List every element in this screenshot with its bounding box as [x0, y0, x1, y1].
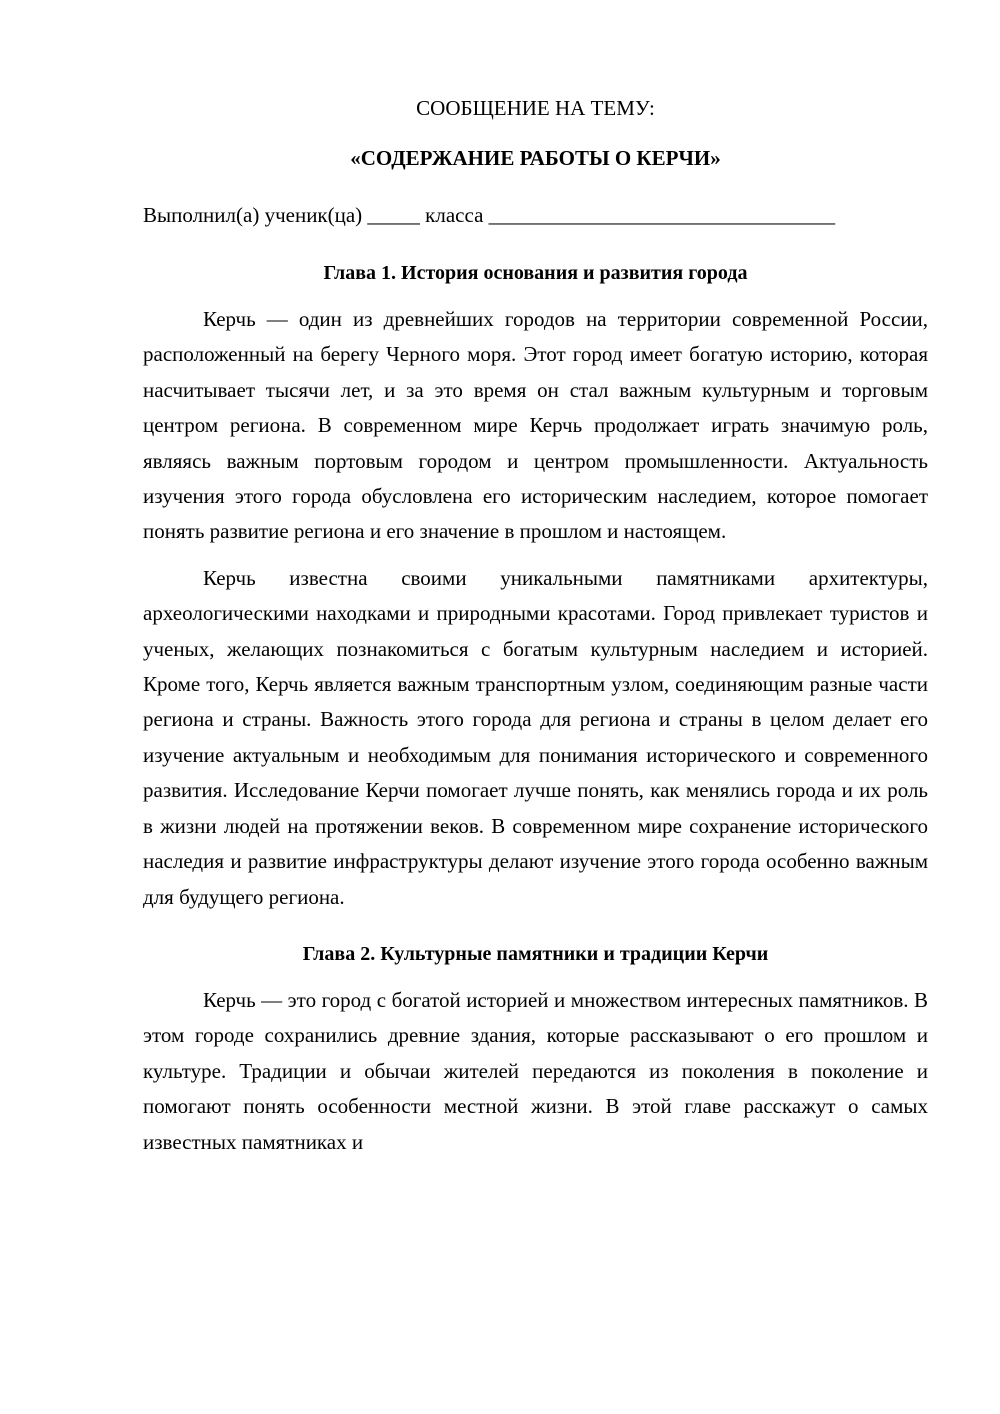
chapter-1-heading: Глава 1. История основания и развития города	[323, 262, 748, 284]
author-line: Выполнил(а) ученик(ца) _____ класса _________________________________	[143, 203, 836, 227]
chapter-1-paragraph-1: Керчь — один из древнейших городов на территории современной России, расположенный на берегу Черного моря. Этот город имеет богатую историю, которая насчитывает тысячи лет, и за это время он стал важным культурным и торговым центром региона. В современном мире Керчь продолжает играть значимую роль, являясь важным портовым городом и центром промышленности. Актуальность изучения этого города обусловлена его историческим наследием, которое помогает понять развитие региона и его значение в прошлом и настоящем.	[143, 307, 928, 544]
document-page	[143, 90, 928, 1160]
chapter-2-heading: Глава 2. Культурные памятники и традиции Керчи	[302, 942, 769, 965]
document-subtitle: «СОДЕРЖАНИЕ РАБОТЫ О КЕРЧИ»	[350, 146, 721, 170]
chapter-2-paragraph-1: Керчь — это город с богатой историей и множеством интересных памятников. В этом городе сохранились древние здания, которые рассказывают о его прошлом и культуре. Традиции и обычаи жителей передаются из поколения в поколение и помогают понять особенности местной жизни. В этой главе расскажут о самых известных памятниках и	[143, 987, 928, 1154]
document-title: СООБЩЕНИЕ НА ТЕМУ:	[416, 96, 655, 120]
chapter-1-paragraph-2: Керчь известна своими уникальными памятниками архитектуры, археологическими находками и природными красотами. Город привлекает туристов и ученых, желающих познакомиться с богатым культурным наследием и историей. Кроме того, Керчь является важным транспортным узлом, соединяющим разные части региона и страны. Важность этого города для региона и страны в целом делает его изучение актуальным и необходимым для понимания исторического и современного развития. Исследование Керчи помогает лучше понять, как менялись города и их роль в жизни людей на протяжении веков. В современном мире сохранение исторического наследия и развитие инфраструктуры делают изучение этого города особенно важным для будущего региона.	[143, 565, 928, 909]
